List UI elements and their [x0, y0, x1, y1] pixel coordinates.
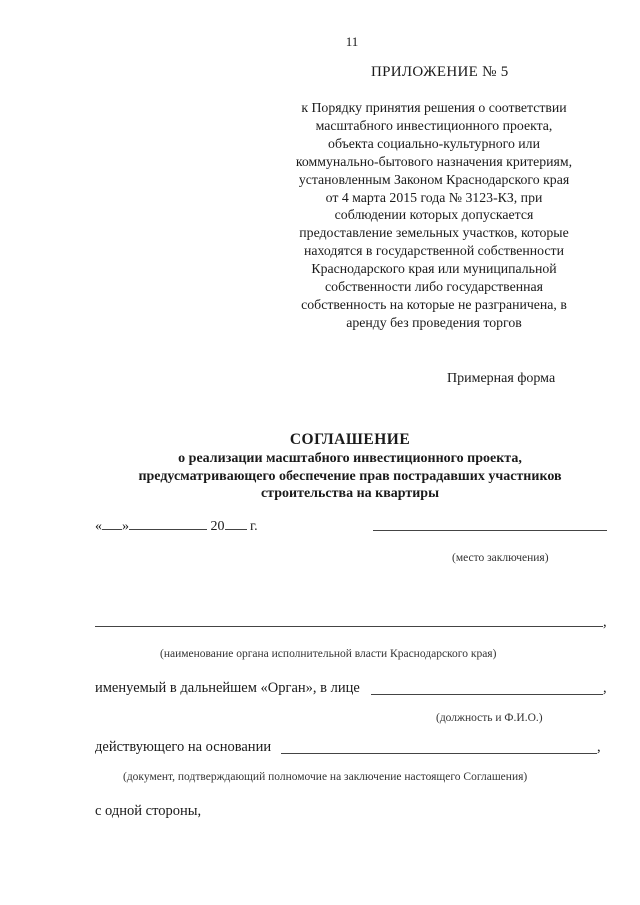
- year-suffix: г.: [250, 519, 258, 534]
- appendix-title: ПРИЛОЖЕНИЕ № 5: [371, 64, 509, 80]
- basis-comma: ,: [597, 739, 601, 755]
- agreement-title: СОГЛАШЕНИЕ: [289, 431, 411, 448]
- month-blank: [129, 517, 207, 530]
- appendix-reference-line: установленным Законом Краснодарского края: [298, 171, 570, 187]
- acting-basis-text: действующего на основании: [95, 739, 272, 755]
- basis-document-blank: [281, 753, 597, 754]
- appendix-reference-line: объекта социально-культурного или: [328, 135, 540, 151]
- authority-comma: ,: [603, 614, 607, 630]
- authority-blank: [95, 626, 603, 627]
- appendix-reference-line: к Порядку принятия решения о соответствии: [301, 100, 567, 115]
- appendix-reference-line: от 4 марта 2015 года № 3123-КЗ, при: [325, 189, 543, 205]
- representative-blank: [371, 694, 603, 695]
- page-number: 11: [345, 34, 359, 49]
- year-prefix: 20: [210, 519, 225, 534]
- appendix-reference: [274, 99, 594, 332]
- date-open-quote: «: [95, 519, 102, 534]
- agreement-subtitle-line: о реализации масштабного инвестиционного проекта,: [178, 451, 522, 466]
- agreement-subtitle-line: строительства на квартиры: [260, 486, 440, 501]
- appendix-reference-line: масштабного инвестиционного проекта,: [315, 117, 553, 133]
- document-caption: (документ, подтверждающий полномочие на заключение настоящего Соглашения): [123, 771, 528, 783]
- agreement-subtitle-line: предусматривающего обеспечение прав пострадавших участников: [138, 468, 562, 484]
- appendix-reference-line: соблюдении которых допускается: [334, 207, 534, 223]
- authority-caption: (наименование органа исполнительной власти Краснодарского края): [160, 648, 497, 660]
- date-close-quote: »: [122, 519, 129, 534]
- year-blank: [225, 517, 247, 530]
- appendix-reference-line: собственности либо государственная: [325, 279, 543, 295]
- appendix-reference-line: предоставление земельных участков, которые: [299, 225, 569, 241]
- representative-comma: ,: [603, 680, 607, 696]
- agreement-heading: [60, 430, 640, 503]
- appendix-reference-line: Краснодарского края или муниципальной: [311, 261, 557, 277]
- named-as-text: именуемый в дальнейшем «Орган», в лице: [95, 680, 360, 696]
- position-caption: (должность и Ф.И.О.): [436, 712, 543, 724]
- day-blank: [102, 517, 122, 530]
- appendix-reference-line: находятся в государственной собственности: [304, 243, 564, 259]
- agreement-subtitle: [60, 450, 640, 503]
- appendix-reference-line: собственность на которые не разграничена, в: [301, 296, 567, 312]
- one-side-text: с одной стороны,: [95, 803, 202, 819]
- place-blank: [373, 530, 607, 531]
- date-row: [95, 517, 258, 535]
- place-caption: (место заключения): [452, 552, 549, 564]
- appendix-reference-line: аренду без проведения торгов: [346, 314, 522, 330]
- form-note: Примерная форма: [447, 371, 556, 386]
- appendix-reference-line: коммунально-бытового назначения критериям,: [295, 153, 573, 169]
